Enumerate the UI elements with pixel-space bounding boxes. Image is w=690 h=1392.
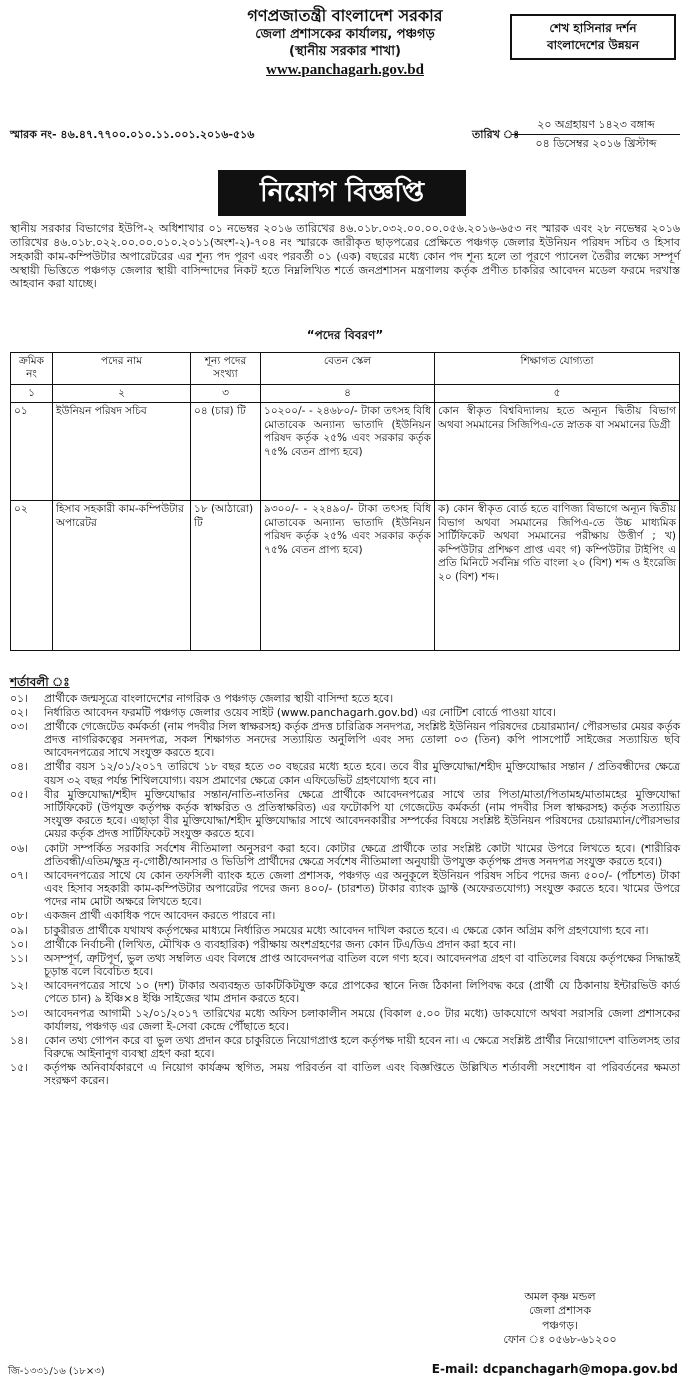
email-address[interactable]: E-mail: dcpanchagarh@mopa.gov.bd [431, 1362, 678, 1376]
row-vacancy: ০৪ (চার) টি [191, 403, 261, 501]
term-item [10, 788, 680, 841]
term-text: চাকুরীরত প্রার্থীকে যথাযথ কর্তৃপক্ষের মাধ্যমে নির্ধারিত সময়ের মধ্যে আবেদন দাখিল করতে হবে। এ ক্ষেত্রে কোন অগ্রিম কপি গ্রহণযোগ্য হবে না। [44, 923, 649, 937]
row-post-name: হিসাব সহকারী কাম-কম্পিউটার অপারেটর [53, 501, 191, 651]
term-item [10, 924, 680, 937]
term-text: কোটা সম্পর্কিত সরকারি সর্বশেষ নীতিমালা অনুসরণ করা হবে। কোটার ক্ষেত্রে প্রার্থীকে তার সংশ্লিষ্ট কোটা খামের উপরে লিখতে হবে। (শারীরিক প্রতিবন্ধী/এতিম/ক্ষুদ্র নৃ-গোষ্ঠী/আনসার ও ভিডিপি প্রার্থীদের ক্ষেত্রে সর্বশেষ নীতিমালা অনুযায়ী উপযুক্ত কর্তৃপক্ষ প্রদত্ত সনদপত্র সংযুক্ত করতে হবে।) [44, 841, 680, 868]
term-text: আবেদনপত্র আগামী ১২/০১/২০১৭ তারিখের মধ্যে অফিস চলাকালীন সময়ে (বিকাল ৫.০০ টার মধ্যে) ডাকযোগে অথবা সরাসরি জেলা প্রশাসকের কার্যালয়, পঞ্চগড় এর জেলা ই-সেবা কেন্দ্রে পৌঁছাতে হবে। [44, 1006, 680, 1033]
office-name: জেলা প্রশাসকের কার্যালয়, পঞ্চগড় [255, 26, 435, 42]
column-number: ৩ [191, 384, 261, 402]
header-qualification: শিক্ষাগত যোগ্যতা [435, 353, 680, 385]
slogan-box [510, 14, 676, 60]
term-item [10, 720, 680, 760]
post-details-heading: “পদের বিবরণ” [306, 328, 384, 342]
header-pay-scale: বেতন স্কেল [261, 353, 435, 385]
term-item [10, 706, 680, 719]
header-serial: ক্রমিক নং [11, 353, 53, 385]
term-item [10, 692, 680, 705]
header-vacancy: শূন্য পদের সংখ্যা [191, 353, 261, 385]
term-item [10, 869, 680, 909]
table-row [11, 501, 680, 651]
term-text: একজন প্রার্থী একাধিক পদে আবেদন করতে পারবে না। [44, 909, 276, 923]
column-number: ৫ [435, 384, 680, 402]
term-item [10, 909, 680, 922]
row-qualification: ক) কোন স্বীকৃত বোর্ড হতে বাণিজ্য বিভাগে অন্যূন দ্বিতীয় বিভাগ অথবা সমমানের জিপিএ-তে উচ্চ মাধ্যমিক সার্টিফিকেট অথবা সমমানের পরীক্ষায় উত্তীর্ণ ; খ) কম্পিউটার প্রশিক্ষণ প্রাপ্ত এবং গ) কম্পিউটার টাইপিং এ প্রতি মিনিটে সর্বনিম্ন গতি বাংলা ২০ (বিশ) শব্দ ও ইংরেজি ২০ (বিশ) শব্দ। [435, 501, 680, 651]
notice-title: নিয়োগ বিজ্ঞপ্তি [218, 170, 466, 216]
term-number: ১০। [10, 937, 28, 951]
row-pay-scale: ১০২০০/- - ২৪৬৮০/- টাকা তৎসহ বিধি মোতাবেক অন্যান্য ভাতাদি (ইউনিয়ন পরিষদ কর্তৃক ২৫% এবং সরকার কর্তৃক ৭৫% বেতন প্রাপ্য হবে) [261, 403, 435, 501]
row-pay-scale: ৯৩০০/- - ২২৪৯০/- টাকা তৎসহ বিধি মোতাবেক অন্যান্য ভাতাদি (ইউনিয়ন পরিষদ কর্তৃক ২৫% এবং সরকার কর্তৃক ৭৫% বেতন প্রাপ্য হবে) [261, 501, 435, 651]
term-number: ১৫। [10, 1061, 28, 1075]
term-number: ০৪। [10, 760, 28, 774]
term-item [10, 760, 680, 786]
header-post-name: পদের নাম [53, 353, 191, 385]
term-item [10, 979, 680, 1005]
term-number: ০১। [10, 691, 28, 705]
term-number: ০৫। [10, 787, 28, 801]
post-table [10, 352, 680, 651]
row-serial: ০১ [11, 403, 53, 501]
signature-block [460, 1290, 660, 1347]
signatory-designation: জেলা প্রশাসক [528, 1304, 592, 1318]
row-serial: ০২ [11, 501, 53, 651]
term-text: আবেদনপত্রের সাথে ১০ (দশ) টাকার অব্যবহৃত ডাকটিকিটযুক্ত করে প্রাপকের স্থানে নিজ ঠিকানা লিপিবদ্ধ করে (প্রার্থী যে ঠিকানায় ইন্টারভিউ কার্ড পেতে চান) ৯ ইঞ্চি×৪ ইঞ্চি সাইজের খাম প্রদান করতে হবে। [44, 979, 680, 1006]
term-number: ১৩। [10, 1006, 28, 1020]
term-text: কোন তথ্য গোপন করে বা ভুল তথ্য প্রদান করে চাকুরিতে নিয়োগপ্রাপ্ত হলে কর্তৃপক্ষ দায়ী হবেন না। এ ক্ষেত্রে সংশ্লিষ্ট প্রার্থীর নিয়োগাদেশ বাতিলসহ তার বিরুদ্ধে আইনানুগ ব্যবস্থা গ্রহণ করা হবে। [44, 1033, 680, 1061]
term-number: ০৯। [10, 923, 28, 937]
term-item [10, 1034, 680, 1060]
date-bangla: ২০ অগ্রহায়ণ ১৪২৩ বঙ্গাব্দ [512, 116, 680, 135]
term-text: বীর মুক্তিযোদ্ধা/শহীদ মুক্তিযোদ্ধার সন্তান/নাতি-নাতনির ক্ষেত্রে প্রার্থীকে আবেদনপত্রের সাথে তার পিতা/মাতা/পিতামহ/মাতামহের মুক্তিযোদ্ধা সার্টিফিকেট (উপযুক্ত কর্তৃপক্ষ কর্তৃক স্বাক্ষরিত ও প্রতিস্বাক্ষরিত) এর ফটোকপি যা গেজেটেড কর্মকর্তা (নাম পদবীর সিল স্বাক্ষরসহ) কর্তৃক সত্যায়িত সংযুক্ত করতে হবে। এছাড়া বীর মুক্তিযোদ্ধা/শহীদ মুক্তিযোদ্ধার সাথে আবেদনকারীর সম্পর্কের বিষয়ে সংশ্লিষ্ট ইউনিয়ন পরিষদের চেয়ারম্যান/পৌরসভার মেয়র কর্তৃক প্রদত্ত সার্টিফিকেট সংযুক্ত করতে হবে। [44, 787, 680, 841]
term-number: ১৪। [10, 1033, 28, 1047]
phone-number: ফোন ঃ ০৫৬৮-৬১২০০ [503, 1332, 617, 1346]
government-name: গণপ্রজাতন্ত্রী বাংলাদেশ সরকার [247, 6, 443, 25]
term-number: ০৮। [10, 909, 28, 923]
terms-heading: শর্তাবলী ঃ [10, 675, 70, 689]
slogan-line-2: বাংলাদেশের উন্নয়ন [546, 37, 639, 52]
print-code: জি-১৩৩১/১৬ (১৮×৩) [8, 1366, 105, 1377]
row-post-name: ইউনিয়ন পরিষদ সচিব [53, 403, 191, 501]
signatory-place: পঞ্চগড়। [541, 1318, 579, 1332]
term-item [10, 842, 680, 868]
term-item [10, 1061, 680, 1087]
column-number: ৪ [261, 384, 435, 402]
table-header-row [11, 353, 680, 385]
term-text: অসম্পূর্ণ, ত্রুটিপূর্ণ, ভুল তথ্য সম্বলিত এবং বিলম্বে প্রাপ্ত আবেদনপত্র বাতিল বলে গণ্য হবে। আবেদনপত্র গ্রহণ বা বাতিলের বিষয়ে কর্তৃপক্ষের সিদ্ধান্তই চূড়ান্ত বলে বিবেচিত হবে। [44, 951, 680, 979]
row-vacancy: ১৮ (আঠারো) টি [191, 501, 261, 651]
date-label: তারিখ ঃ [472, 128, 520, 141]
term-number: ০৭। [10, 868, 28, 882]
term-number: ১২। [10, 979, 28, 993]
date-english: ০৪ ডিসেম্বর ২০১৬ খ্রিস্টাব্দ [535, 137, 657, 151]
row-qualification: কোন স্বীকৃত বিশ্ববিদ্যালয় হতে অন্যূন দ্বিতীয় বিভাগ অথবা সমমানের সিজিপিএ-তে স্নাতক বা সমমানের ডিগ্রী [435, 403, 680, 501]
term-text: কর্তৃপক্ষ অনিবার্যকারণে এ নিয়োগ কার্যক্রম স্থগিত, সময় পরিবর্তন বা বাতিল এবং বিজ্ঞপ্তিতে উল্লিখিত শর্তাবলী সংশোধন বা পরিবর্তনের ক্ষমতা সংরক্ষণ করেন। [44, 1061, 680, 1088]
term-number: ০২। [10, 705, 28, 719]
term-number: ১১। [10, 951, 28, 965]
column-number: ১ [11, 384, 53, 402]
slogan-line-1: শেখ হাসিনার দর্শন [549, 21, 637, 35]
term-number: ০৬। [10, 841, 28, 855]
website-link[interactable]: www.panchagarh.gov.bd [266, 61, 424, 78]
branch-name: (স্থানীয় সরকার শাখা) [289, 43, 401, 59]
term-text: আবেদনপত্রের সাথে যে কোন তফসিলী ব্যাংক হতে জেলা প্রশাসক, পঞ্চগড় এর অনুকূলে ইউনিয়ন পরিষদ সচিব পদের জন্য ৫০০/- (পাঁচশত) টাকা এবং হিসাব সহকারী কাম-কম্পিউটার অপারেটর পদের জন্য ৪০০/- (চারশত) টাকার ব্যাংক ড্রাফ্ট (অফেরতযোগ্য) সংযুক্ত করতে হবে। খামের উপরে পদের নাম মোটা অক্ষরে লিখতে হবে। [44, 868, 680, 909]
memo-date [512, 116, 680, 153]
terms-section [10, 675, 680, 1089]
column-number-row [11, 384, 680, 402]
column-number: ২ [53, 384, 191, 402]
intro-paragraph: স্থানীয় সরকার বিভাগের ইউপি-২ অধিশাখার ০১ নভেম্বর ২০১৬ তারিখের ৪৬.০১৮.০৩২.০০.০০.০৫৬.২০১৬-৬৫৩ নং স্মারক এবং ২৮ নভেম্বর ২০১৬ তারিখের ৪৬.০১৮.০২২.০০.০০.০১০.২০১১(অংশ-২)-৭০৪ নং স্মারকে জারীকৃত ছাড়পত্রের প্রেক্ষিতে পঞ্চগড় জেলার ইউনিয়ন পরিষদ সচিব ও হিসাব সহকারী কাম-কম্পিউটার অপারেটরের এর শূন্য পদ পূরণ এবং পরবর্তী ০১ (এক) বছরের মধ্যে কোন পদ শূন্য হলে তা পূরণে প্যানেল তৈরীর লক্ষ্যে সম্পূর্ণ অস্থায়ী ভিত্তিতে পঞ্চগড় জেলার স্থায়ী বাসিন্দাদের নিকট হতে নিম্নলিখিত শর্তে জনপ্রশাসন মন্ত্রণালয় কর্তৃক প্রণীত চাকরির আবেদন মডেল ফরমে দরখাস্ত আহবান করা যাচ্ছে। [10, 222, 680, 291]
term-text: প্রার্থীকে গেজেটেড কর্মকর্তা (নাম পদবীর সিল স্বাক্ষরসহ) কর্তৃক প্রদত্ত চারিত্রিক সনদপত্র, সংশ্লিষ্ট ইউনিয়ন পরিষদের চেয়ারম্যান/ পৌরসভার মেয়র কর্তৃক প্রদত্ত নাগরিকত্বের সনদপত্র, সকল শিক্ষাগত সনদের সত্যায়িত অনুলিপি এবং সদ্য তোলা ০৩ (তিন) কপি পাসপোর্ট সাইজের সত্যায়িত ছবি আবেদনপত্রের সাথে সংযুক্ত করতে হবে। [44, 719, 680, 760]
signatory-name: অমল কৃষ্ণ মন্ডল [524, 1290, 596, 1303]
term-number: ০৩। [10, 719, 28, 733]
term-item [10, 1007, 680, 1033]
term-item [10, 938, 680, 951]
term-text: প্রার্থীকে জন্মসূত্রে বাংলাদেশের নাগরিক ও পঞ্চগড় জেলার স্থায়ী বাসিন্দা হতে হবে। [44, 691, 394, 705]
term-text: প্রার্থীর বয়স ১২/০১/২০১৭ তারিখে ১৮ বছর হতে ৩০ বছরের মধ্যে হতে হবে। তবে বীর মুক্তিযোদ্ধা/শহীদ মুক্তিযোদ্ধার সন্তান / প্রতিবন্ধীদের ক্ষেত্রে বয়স ৩২ বছর পর্যন্ত শিথিলযোগ্য। বয়স প্রমাণের ক্ষেত্রে কোন এফিডেভিট গ্রহণযোগ্য হবে না। [44, 760, 680, 787]
term-text: নির্ধারিত আবেদন ফরমটি পঞ্চগড় জেলার ওয়েব সাইট (www.panchagarh.gov.bd) এর নোটিশ বোর্ডে পাওয়া যাবে। [44, 705, 556, 719]
memo-reference: স্মারক নং- ৪৬.৪৭.৭৭০০.০১০.১১.০০১.২০১৬-৫১৬ [10, 128, 255, 141]
table-row [11, 403, 680, 501]
term-item [10, 952, 680, 978]
term-text: প্রার্থীকে নির্বাচনী (লিখিত, মৌখিক ও ব্যবহারিক) পরীক্ষায় অংশগ্রহণের জন্য কোন টিএ/ডিএ প্রদান করা হবে না। [44, 937, 516, 951]
